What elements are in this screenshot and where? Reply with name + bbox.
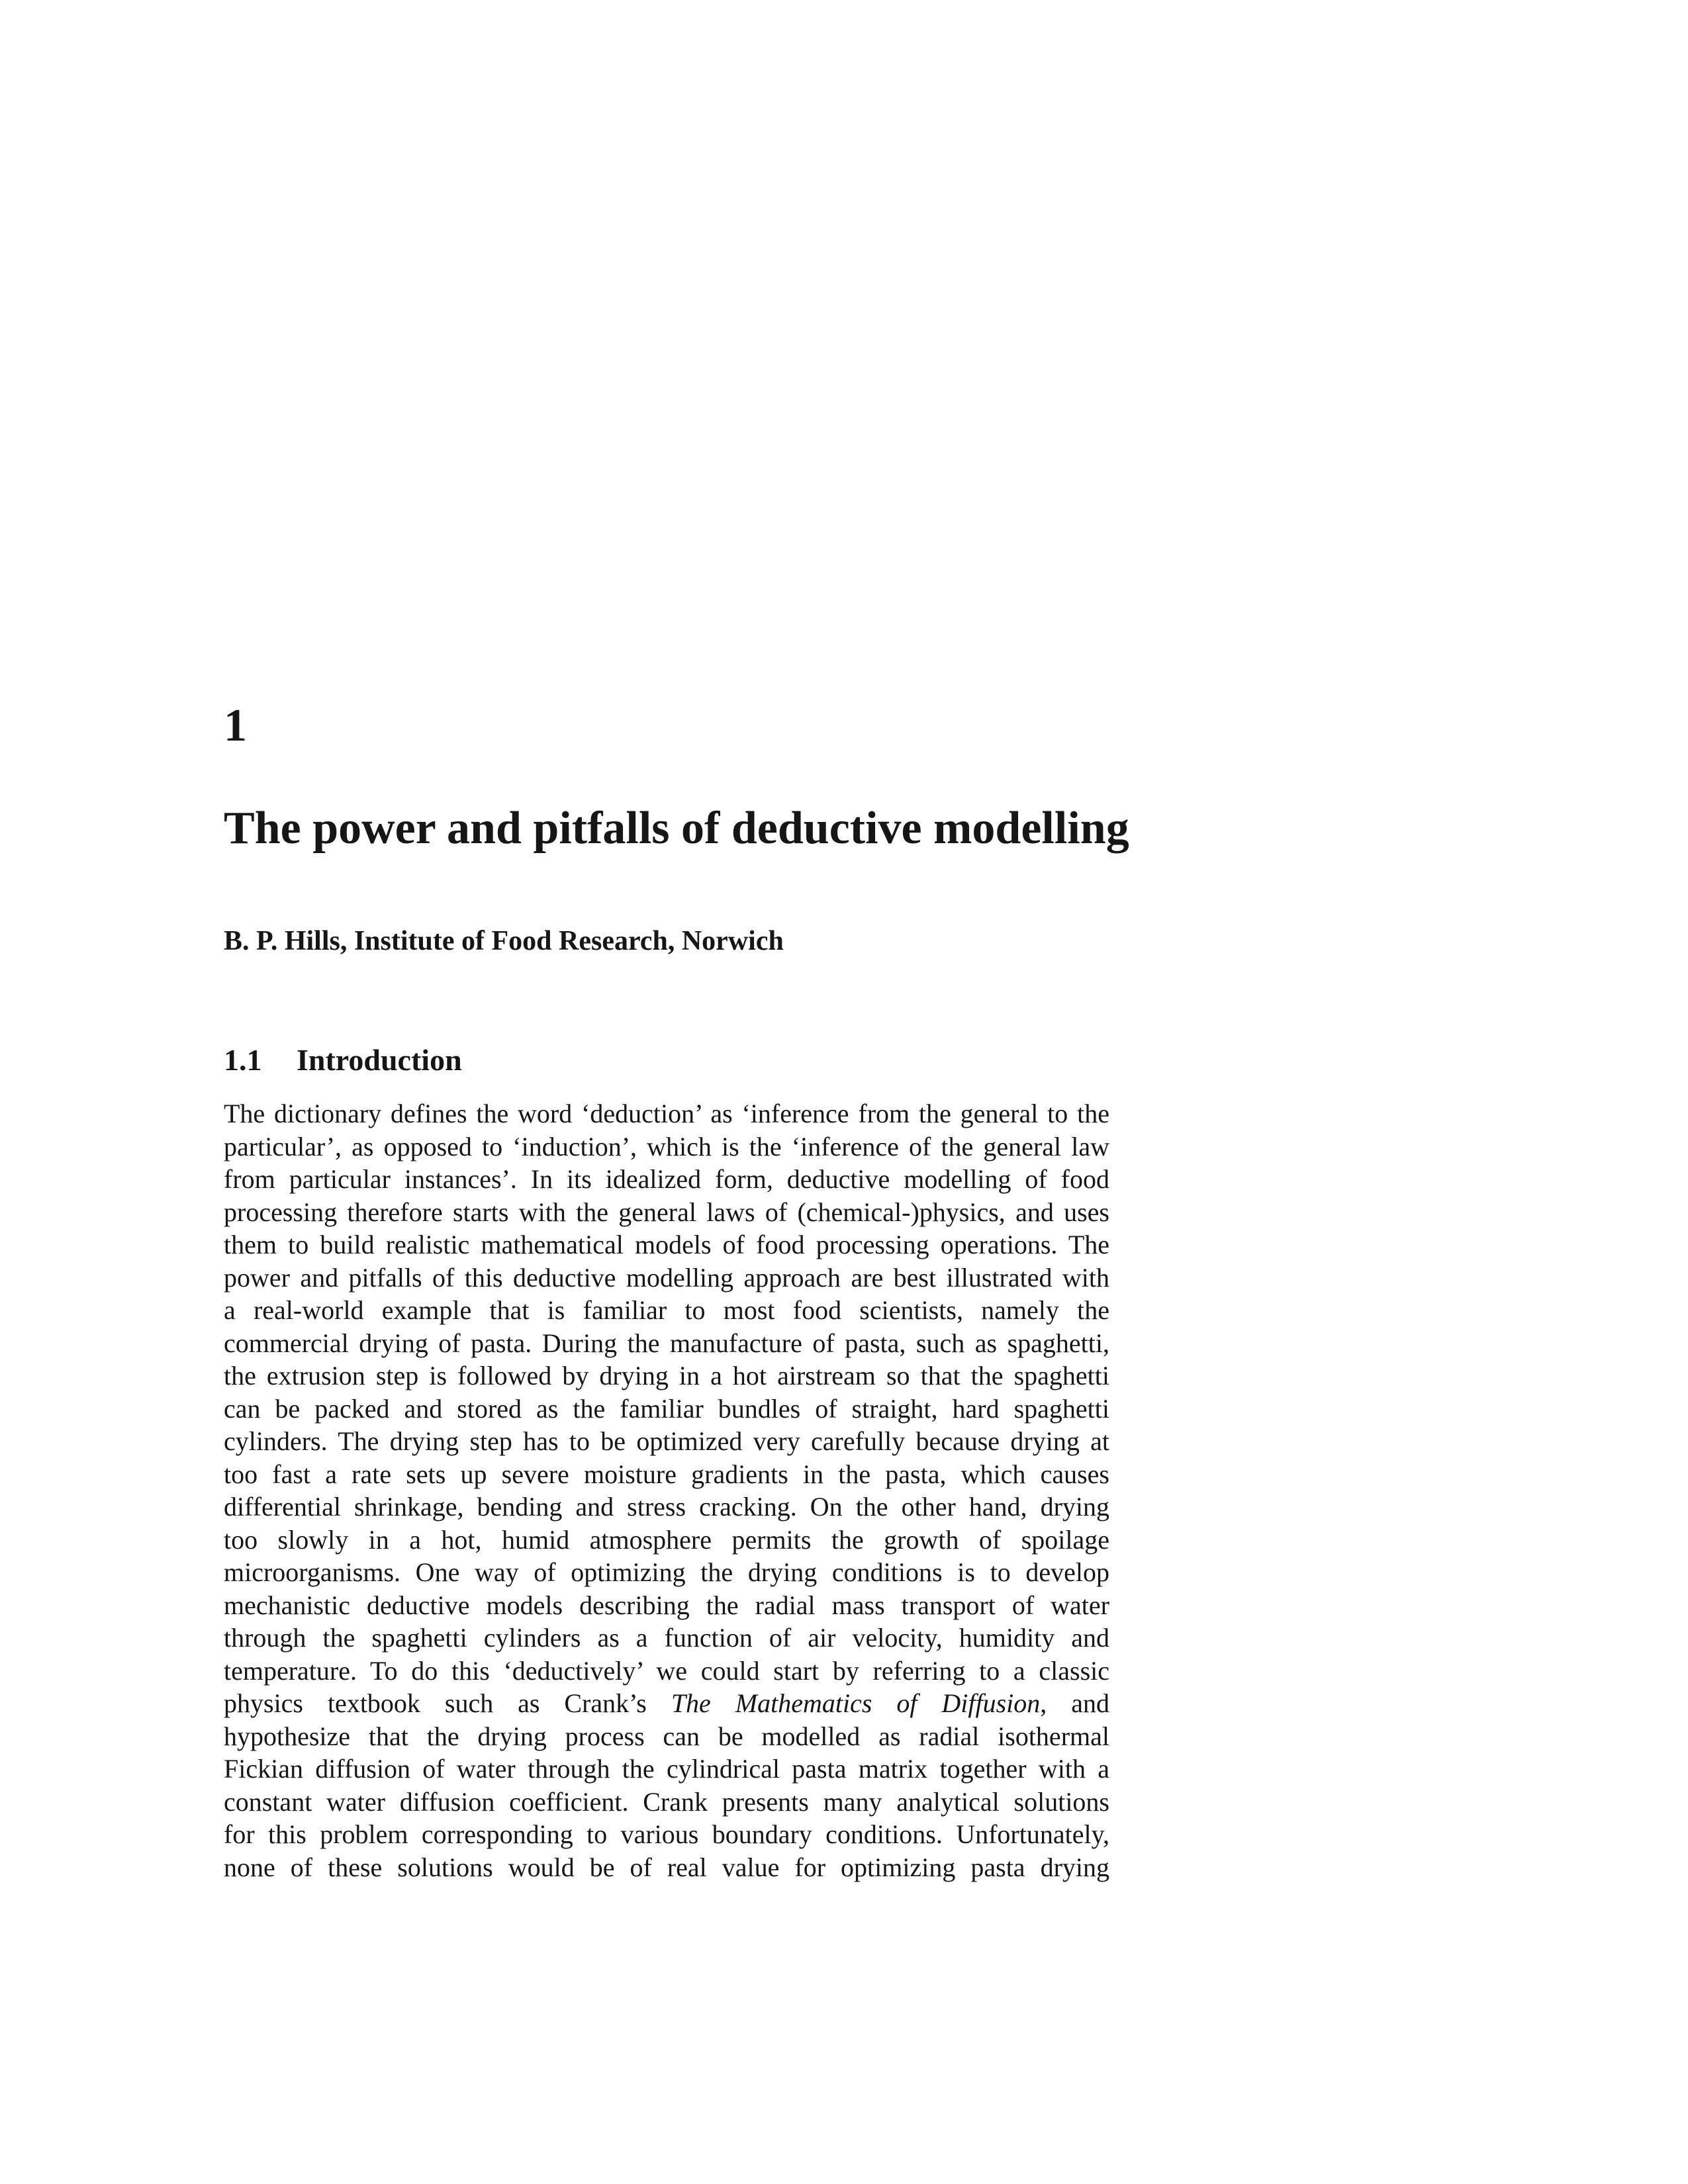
text-line: the extrusion step is followed by drying in a hot airstream so that the spaghetti [224, 1361, 1109, 1390]
text-line: too slowly in a hot, humid atmosphere permits the growth of spoilage [224, 1524, 1109, 1555]
text-line: a real-world example that is familiar to most food scientists, namely the [224, 1295, 1109, 1325]
section-title: Introduction [297, 1043, 462, 1077]
text-line: none of these solutions would be of real value for optimizing pasta drying [224, 1852, 1109, 1882]
text-line: can be packed and stored as the familiar bundles of straight, hard spaghetti [224, 1393, 1109, 1424]
chapter-number: 1 [224, 700, 247, 751]
text-line: particular’, as opposed to ‘induction’, which is the ‘inference of the general law [224, 1131, 1109, 1161]
text-line: for this problem corresponding to various boundary conditions. Unfortunately, [224, 1819, 1109, 1849]
text-line: too fast a rate sets up severe moisture gradients in the pasta, which causes [224, 1459, 1109, 1489]
chapter-title: The power and pitfalls of deductive modelling [224, 803, 1129, 854]
text-line: temperature. To do this ‘deductively’ we could start by referring to a classic [224, 1655, 1109, 1686]
text-line: physics textbook such as Crank’s The Mathematics of Diffusion, and [224, 1688, 1109, 1718]
text-line: them to build realistic mathematical models of food processing operations. The [224, 1230, 1109, 1259]
book-title: The Mathematics of Diffusion [671, 1688, 1041, 1718]
text-line: commercial drying of pasta. During the manufacture of pasta, such as spaghetti, [224, 1328, 1109, 1358]
text-line: through the spaghetti cylinders as a function of air velocity, humidity and [224, 1623, 1109, 1653]
section-number: 1.1 [224, 1043, 262, 1077]
author-affiliation: B. P. Hills, Institute of Food Research, Norwich [224, 926, 784, 956]
section-heading [224, 1042, 462, 1078]
text-line: differential shrinkage, bending and stress cracking. On the other hand, drying [224, 1492, 1109, 1522]
text-line: The dictionary defines the word ‘deduction’ as ‘inference from the general to the [224, 1099, 1109, 1128]
text-line: mechanistic deductive models describing the radial mass transport of water [224, 1590, 1109, 1620]
text-line: processing therefore starts with the general laws of (chemical-)physics, and uses [224, 1197, 1109, 1227]
body-paragraph [224, 1097, 1109, 1884]
text-line: from particular instances’. In its idealized form, deductive modelling of food [224, 1164, 1109, 1194]
text-line: constant water diffusion coefficient. Crank presents many analytical solutions [224, 1786, 1109, 1817]
text-line: Fickian diffusion of water through the cylindrical pasta matrix together with a [224, 1754, 1109, 1784]
text-line: cylinders. The drying step has to be optimized very carefully because drying at [224, 1426, 1109, 1456]
text-line: hypothesize that the drying process can be modelled as radial isothermal [224, 1721, 1109, 1751]
text-line: power and pitfalls of this deductive modelling approach are best illustrated with [224, 1262, 1109, 1293]
text-line: microorganisms. One way of optimizing the drying conditions is to develop [224, 1557, 1109, 1587]
